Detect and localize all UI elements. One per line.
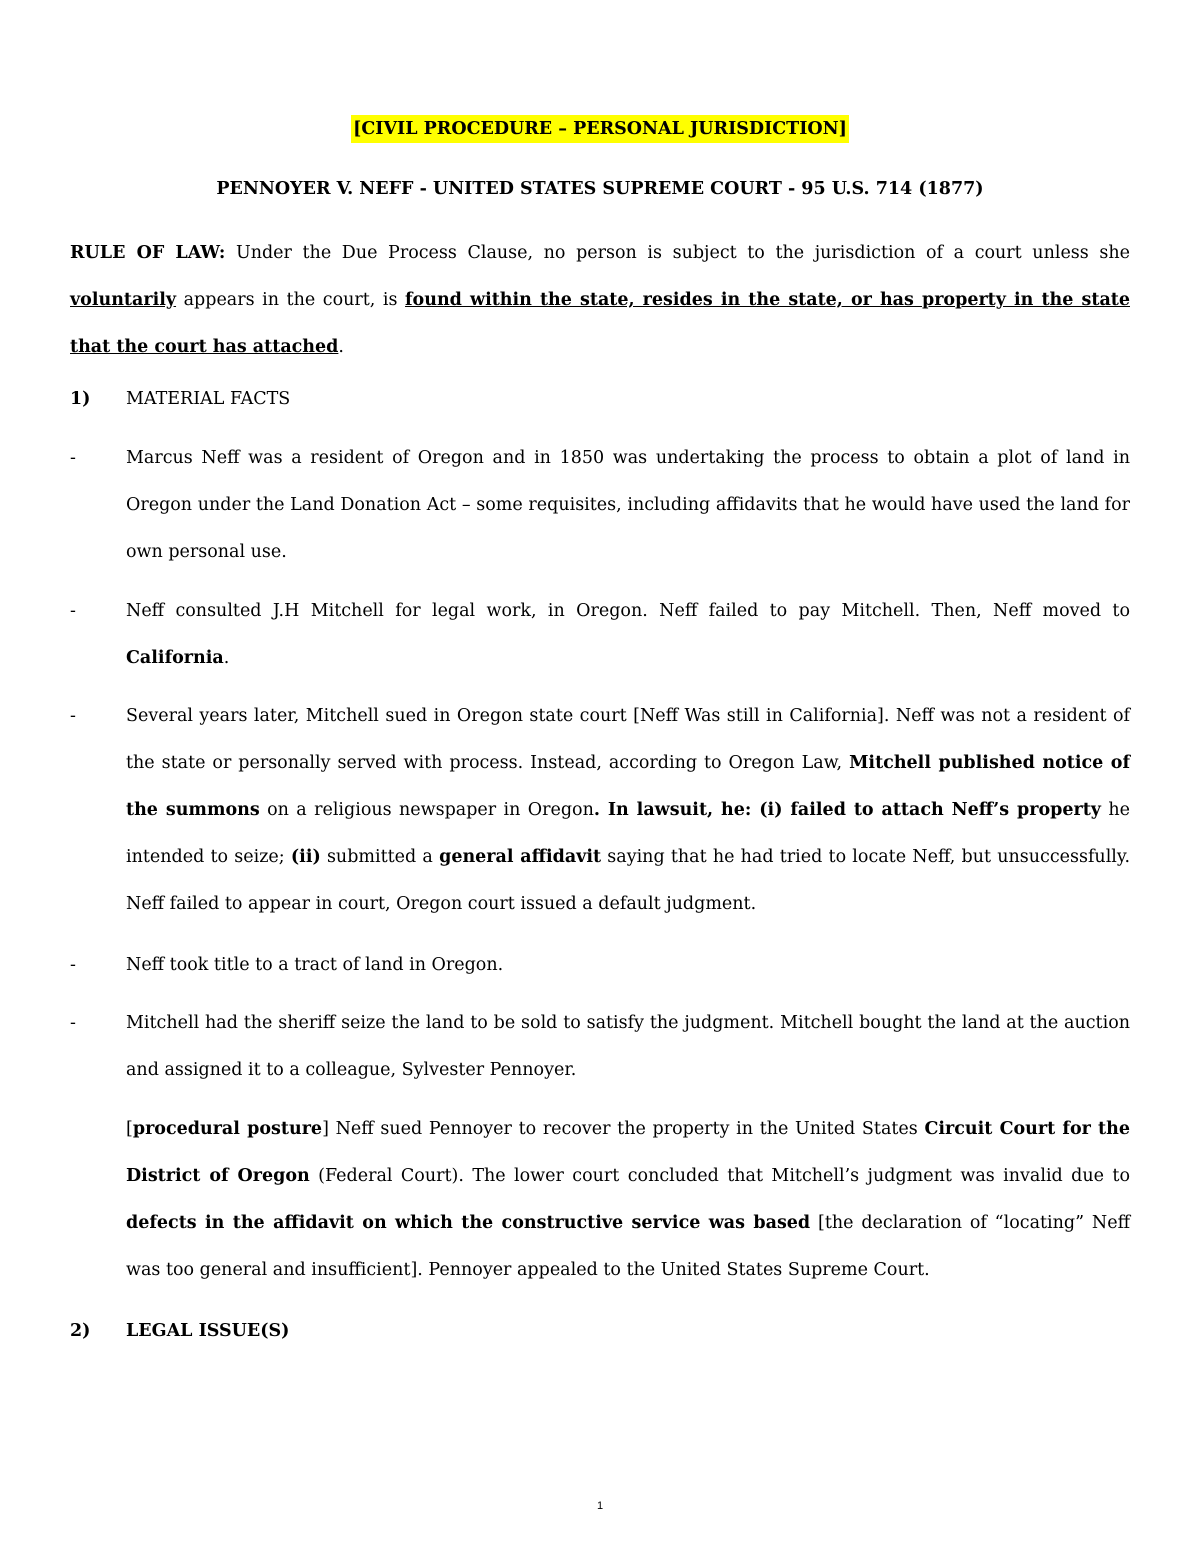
posture-text: [ [126,1119,133,1139]
section-number: 1) [70,389,91,409]
fact-text-part: he intended to seize; [126,800,1130,867]
section-label: MATERIAL FACTS [126,389,291,409]
posture-text: [the declaration of “locating” Neff was too general and insufficient]. Pennoyer appealed to the United States Supreme Court. [126,1213,1130,1280]
fact-text-part: . [223,648,230,668]
procedural-posture [126,1106,1130,1294]
posture-bold: defects in the affidavit on which the constructive service was based [126,1213,811,1233]
posture-text: ] Neff sued Pennoyer to recover the property in the United States [322,1119,925,1139]
fact-bold: (ii) [290,847,321,867]
fact-text: Marcus Neff was a resident of Oregon and in 1850 was undertaking the process to obtain a plot of land in Oregon under the Land Donation Act – some requisites, including affidavits that he would have used the land for own personal use. [126,448,1130,562]
fact-bold: . In lawsuit, he: (i) failed to attach Neff’s property [593,800,1101,820]
document-title: [CIVIL PROCEDURE – PERSONAL JURISDICTION] [351,115,849,143]
section-heading-legal-issues [70,1318,289,1344]
rule-of-law-label: RULE OF LAW: [70,243,226,263]
fact-bold: Mitchell published notice of the summons [126,753,1130,820]
list-dash: - [70,955,76,975]
section-label: LEGAL ISSUE(S) [126,1321,290,1341]
list-dash: - [70,601,76,621]
fact-text-part: Neff consulted J.H Mitchell for legal work, in Oregon. Neff failed to pay Mitchell. Then, Neff moved to [126,601,1130,621]
fact-item [70,1000,1130,1094]
rule-text: . [338,337,344,357]
fact-item [70,588,1130,682]
fact-item [70,942,1130,989]
fact-bold: general affidavit [439,847,602,867]
fact-text-part: on a religious newspaper in Oregon [259,800,594,820]
fact-item [70,435,1130,576]
fact-text-part: saying that he had tried to locate Neff, but unsuccessfully. Neff failed to appear in court, Oregon court issued a default judgment. [126,847,1131,914]
list-dash: - [70,706,76,726]
fact-item [70,693,1130,928]
fact-bold: California [126,648,224,668]
section-heading-material-facts [70,386,290,412]
fact-text-part: submitted a [320,847,440,867]
rule-underline-voluntarily: voluntarily [70,290,177,310]
fact-text-part: Several years later, Mitchell sued in Oregon state court [Neff Was still in California]. Neff was not a resident of the state or personally served with process. Instead, according to Oregon Law, [126,706,1130,773]
fact-text: Mitchell had the sheriff seize the land to be sold to satisfy the judgment. Mitchell bought the land at the auction and assigned it to a colleague, Sylvester Pennoyer. [126,1013,1130,1080]
list-dash: - [70,448,76,468]
page-number: 1 [596,1500,604,1512]
section-number: 2) [70,1321,91,1341]
posture-bold: procedural posture [132,1119,323,1139]
fact-text: Neff took title to a tract of land in Oregon. [126,955,504,975]
fact-text [126,693,1130,928]
title-wrap [0,115,1200,143]
posture-text: (Federal Court). The lower court concluded that Mitchell’s judgment was invalid due to [309,1166,1130,1186]
list-dash: - [70,1013,76,1033]
posture-bold: Circuit Court for the District of Oregon [126,1119,1130,1186]
case-citation: PENNOYER V. NEFF - UNITED STATES SUPREME COURT - 95 U.S. 714 (1877) [216,179,984,199]
fact-text [126,588,1130,682]
rule-of-law [70,230,1130,371]
rule-text: Under the Due Process Clause, no person is subject to the jurisdiction of a court unless she [225,243,1130,263]
rule-text: appears in the court, is [176,290,406,310]
rule-underline-conditions: found within the state, resides in the state, or has property in the state that the court has attached [70,290,1130,357]
